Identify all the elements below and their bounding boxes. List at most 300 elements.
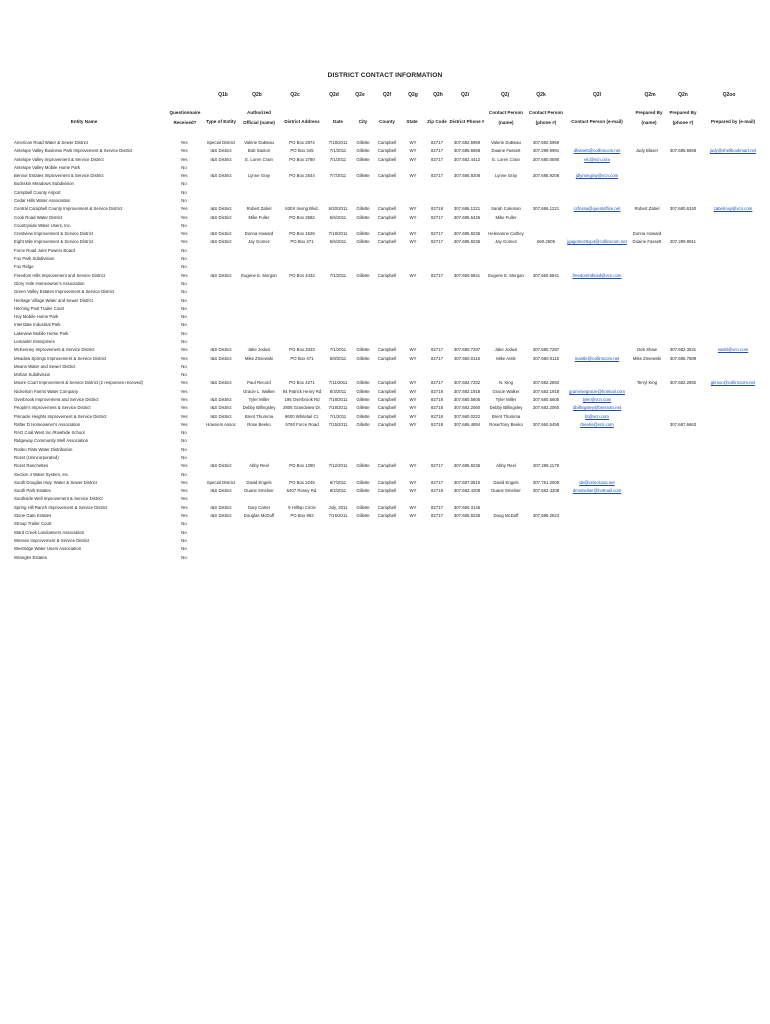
cell-pb: Judy Blaser bbox=[635, 148, 659, 154]
cell-t: I&S District bbox=[210, 396, 232, 402]
cell-d: 7/18/2011 bbox=[328, 405, 348, 411]
cell-e: Eight Mile Improvement & Service District bbox=[14, 239, 94, 245]
cell-t: I&S District bbox=[210, 347, 232, 353]
cell-p: 307.660.0116 bbox=[454, 355, 480, 361]
cell-c: Gillette bbox=[356, 173, 370, 179]
cell-e: Cedar Hills Water Association bbox=[14, 198, 71, 204]
column-header-contact-email: Contact Person (e-mail) bbox=[571, 119, 623, 124]
cell-cp: Jake Jodusi bbox=[494, 347, 518, 353]
cell-t: I&S District bbox=[210, 206, 232, 212]
cell-a: PO Box 4271 bbox=[289, 380, 315, 386]
cell-c: Gillette bbox=[356, 388, 370, 394]
cell-ce[interactable]: dmsmelser@hotmail.com bbox=[572, 488, 622, 494]
cell-o: Mike Zmiewski bbox=[244, 355, 274, 361]
cell-d: 7/12/2011 bbox=[328, 463, 348, 469]
cell-ce[interactable]: de@velocitusa.net bbox=[579, 479, 615, 485]
cell-cp: Helenanne Cathey bbox=[488, 231, 524, 237]
cell-cph: 307.689.2823 bbox=[532, 513, 560, 519]
cell-d: 6/30/2011 bbox=[328, 206, 348, 212]
cell-o: E. Loren Crain bbox=[245, 156, 273, 162]
cell-p: 307.660.6841 bbox=[453, 272, 481, 278]
cell-t: Howners Assoc bbox=[206, 421, 236, 427]
cell-o: Gracie L. Walker bbox=[243, 388, 275, 394]
cell-cph: 307.299.9991 bbox=[532, 148, 560, 154]
cell-co: Campbell bbox=[377, 148, 397, 154]
cell-cph: 307.680.0590 bbox=[532, 156, 560, 162]
cell-d: July, 2011 bbox=[328, 504, 348, 510]
cell-e: People's Improvement & Service District bbox=[14, 405, 91, 411]
cell-pbp: 307.687.6663 bbox=[669, 421, 697, 427]
cell-e: Heritage Village Water and Sewer District bbox=[14, 297, 93, 303]
cell-e: Fox Park Subdivision bbox=[14, 256, 55, 262]
cell-a: 2805 Grandview Dr. bbox=[283, 405, 321, 411]
cell-q: Yes bbox=[180, 380, 188, 386]
column-header-questionnaire: Questionnaire Received? bbox=[169, 110, 201, 125]
cell-e: Rodeo Flats Water Distribution bbox=[14, 446, 73, 452]
question-code: Q2b bbox=[252, 92, 262, 98]
cell-p: 307.682.2060 bbox=[453, 405, 481, 411]
cell-cp: Sarah Coleman bbox=[491, 206, 521, 212]
cell-e: Campbell County Airport bbox=[14, 189, 61, 195]
cell-o: Jay Gomez bbox=[248, 239, 270, 245]
cell-a: PO Box 1290 bbox=[289, 463, 315, 469]
cell-cp: Jay Gomez bbox=[495, 239, 517, 245]
cell-q: No bbox=[181, 430, 187, 436]
cell-z: 82718 bbox=[431, 405, 443, 411]
cell-s: WY bbox=[409, 413, 417, 419]
question-code: Q2f bbox=[382, 92, 392, 98]
cell-a: PO Box 2245 bbox=[289, 479, 315, 485]
cell-q: Yes bbox=[180, 347, 188, 353]
question-code: Q2m bbox=[644, 92, 656, 98]
cell-e: Ridgeway Community Well Association bbox=[14, 438, 89, 444]
column-header-address: District Address bbox=[284, 119, 320, 124]
cell-c: Gillette bbox=[356, 405, 370, 411]
cell-pbp: 307.686.7589 bbox=[669, 355, 697, 361]
cell-e: Interstate Industrial Park bbox=[14, 322, 61, 328]
cell-d: 7/18/2011 bbox=[328, 396, 348, 402]
cell-e: Overbrook Improvement and Service District bbox=[14, 396, 99, 402]
cell-d: 7/1/2011 bbox=[329, 272, 347, 278]
column-header-prep-email: Prepared by (e-mail) bbox=[710, 119, 756, 124]
cell-p: 307.686.4894 bbox=[453, 421, 481, 427]
cell-e: Force Road Joint Powers Board bbox=[14, 247, 75, 253]
cell-pbp: 307.299.9911 bbox=[670, 239, 696, 245]
cell-a: PO Box 4432 bbox=[289, 272, 315, 278]
cell-q: No bbox=[181, 471, 187, 477]
cell-co: Campbell bbox=[377, 479, 397, 485]
cell-cp: Lynne Gray bbox=[494, 173, 518, 179]
cell-s: WY bbox=[409, 140, 417, 145]
cell-d: 7/1/2011 bbox=[329, 156, 347, 162]
cell-q: Yes bbox=[180, 504, 188, 510]
column-header-prep: Prepared By (name) bbox=[635, 110, 663, 125]
cell-co: Campbell bbox=[377, 463, 397, 469]
cell-cp: Mike Fuller bbox=[495, 214, 517, 220]
cell-a: 195 Overbrook Rd bbox=[284, 396, 320, 402]
cell-e: Antelope Valley Improvement & Service District bbox=[14, 156, 104, 162]
cell-cph: 307.682.4208 bbox=[532, 488, 560, 494]
cell-z: 82717 bbox=[431, 504, 443, 510]
cell-t: I&S District bbox=[210, 513, 232, 519]
cell-c: Gillette bbox=[356, 206, 370, 212]
cell-p: 307.685.8235 bbox=[453, 513, 481, 519]
cell-s: WY bbox=[409, 355, 417, 361]
cell-z: 82717 bbox=[431, 513, 443, 519]
cell-a: PO Box 1626 bbox=[289, 231, 315, 237]
cell-z: 82717 bbox=[431, 239, 443, 245]
cell-cp: Doug McDuff bbox=[493, 513, 519, 519]
cell-q: Yes bbox=[180, 355, 188, 361]
cell-d: 7/7/2011 bbox=[329, 173, 347, 179]
cell-cp: Debby Billingsley bbox=[489, 405, 523, 411]
cell-e: Hitching Post Trailer Court bbox=[14, 305, 65, 311]
cell-e: Stone Gate Estates bbox=[14, 513, 52, 519]
cell-d: 8/2/2011 bbox=[329, 488, 347, 494]
cell-cp: Brent Thumma bbox=[491, 413, 521, 419]
cell-co: Campbell bbox=[377, 231, 397, 237]
cell-a: PO Box 345 bbox=[290, 148, 314, 154]
cell-q: Yes bbox=[180, 272, 188, 278]
cell-s: WY bbox=[409, 405, 417, 411]
cell-a: 9 Hilltop Circle bbox=[288, 504, 316, 510]
cell-e: Rozet Ranchettes bbox=[14, 463, 49, 469]
cell-c: Gillette bbox=[356, 355, 370, 361]
cell-ce[interactable]: dfassett@collinscom.net bbox=[573, 148, 621, 154]
cell-c: Gillette bbox=[356, 413, 370, 419]
cell-z: 82718 bbox=[431, 488, 443, 494]
cell-d: 7/1/2011 bbox=[329, 148, 347, 154]
cell-o: Donna Howard bbox=[244, 231, 274, 237]
cell-z: 82717 bbox=[431, 272, 443, 278]
cell-co: Campbell bbox=[377, 239, 397, 245]
cell-a: PO Box 2780 bbox=[289, 156, 315, 162]
cell-e: Nickelson Farms Water Company bbox=[14, 388, 79, 394]
cell-cph: 307.680.5605 bbox=[532, 396, 560, 402]
cell-o: David Engels bbox=[246, 479, 272, 485]
cell-t: I&S District bbox=[210, 272, 232, 278]
cell-e: Buckskin Meadows Subdivision bbox=[14, 181, 74, 187]
cell-s: WY bbox=[409, 156, 417, 162]
cell-s: WY bbox=[409, 214, 417, 220]
cell-co: Campbell bbox=[377, 347, 397, 353]
cell-d: 8/3/2011 bbox=[329, 388, 347, 394]
cell-cph: 307.660.6841 bbox=[532, 272, 560, 278]
cell-t: Special District bbox=[206, 479, 236, 485]
cell-c: Gillette bbox=[356, 513, 370, 519]
cell-a: PO Box 2682 bbox=[289, 214, 315, 220]
cell-z: 82717 bbox=[431, 214, 443, 220]
cell-o: Jake Jodusi bbox=[247, 347, 271, 353]
cell-cp: Valerie DuBeau bbox=[491, 140, 521, 145]
cell-pbe[interactable]: gkmoc@collinscom.net bbox=[710, 380, 756, 386]
cell-s: WY bbox=[409, 396, 417, 402]
cell-t: I&S District bbox=[210, 173, 232, 179]
cell-e: Southside Well Improvement & Service District bbox=[14, 496, 103, 502]
cell-ce[interactable]: bt@vcn.com bbox=[585, 413, 609, 419]
cell-d: 7/1/2011 bbox=[329, 413, 347, 419]
cell-e: Freedom Hills Improvement and Service District bbox=[14, 272, 105, 278]
cell-co: Campbell bbox=[377, 140, 397, 145]
cell-co: Campbell bbox=[377, 380, 397, 386]
cell-ce[interactable]: dbillingsley@bresnan.net bbox=[572, 405, 622, 411]
cell-cph: 307.682.5959 bbox=[532, 140, 560, 145]
cell-ce[interactable]: ccfnssa@questoffice.net bbox=[573, 206, 621, 212]
cell-s: WY bbox=[409, 380, 417, 386]
cell-e: Rozet (Unincorporated) bbox=[14, 455, 59, 461]
cell-q: No bbox=[181, 372, 187, 378]
cell-z: 82717 bbox=[431, 148, 443, 154]
cell-e: South Douglas Hwy. Water & Sewer District bbox=[14, 479, 97, 485]
cell-q: Yes bbox=[180, 156, 188, 162]
cell-e: Pinnacle Heights Improvement & Service District bbox=[14, 413, 107, 419]
cell-q: No bbox=[181, 289, 187, 295]
cell-t: I&S District bbox=[210, 405, 232, 411]
cell-a: 630X Inving Blvd. bbox=[285, 206, 319, 212]
cell-q: No bbox=[181, 330, 187, 336]
cell-z: 82717 bbox=[431, 380, 443, 386]
cell-co: Campbell bbox=[377, 396, 397, 402]
column-header-phone: District Phone # bbox=[449, 119, 485, 124]
cell-co: Campbell bbox=[377, 214, 397, 220]
cell-e: Glory Hole Homeowner's Association bbox=[14, 280, 85, 286]
cell-q: No bbox=[181, 546, 187, 552]
cell-z: 82717 bbox=[431, 479, 443, 485]
cell-q: Yes bbox=[180, 173, 188, 179]
cell-pbe[interactable]: judy@shellbookmart.net bbox=[709, 148, 757, 154]
cell-pbp: 307.685.6568 bbox=[669, 148, 697, 154]
cell-pbp: 307.680.6340 bbox=[669, 206, 697, 212]
cell-q: No bbox=[181, 305, 187, 311]
cell-z: 82718 bbox=[431, 388, 443, 394]
cell-c: Gillette bbox=[356, 272, 370, 278]
cell-q: No bbox=[181, 529, 187, 535]
column-header-state: State bbox=[406, 119, 418, 124]
cell-e: Means Water and Sewer District bbox=[14, 363, 76, 369]
cell-s: WY bbox=[409, 148, 417, 154]
cell-co: Campbell bbox=[377, 272, 397, 278]
cell-d: 7/18/2011 bbox=[328, 140, 348, 145]
cell-cp: E. Loren Crain bbox=[492, 156, 520, 162]
cell-t: I&S District bbox=[210, 214, 232, 220]
cell-t: I&S District bbox=[210, 148, 232, 154]
cell-t: I&S District bbox=[210, 231, 232, 237]
cell-z: 82718 bbox=[431, 413, 443, 419]
cell-p: 307.685.8235 bbox=[453, 463, 481, 469]
cell-e: Moore Court Improvement & Service District (2 responses received) bbox=[14, 380, 143, 386]
cell-q: Yes bbox=[180, 513, 188, 519]
cell-q: Yes bbox=[180, 421, 188, 427]
cell-p: 307.682.5959 bbox=[453, 140, 481, 145]
cell-q: Yes bbox=[180, 479, 188, 485]
column-header-city: City bbox=[358, 119, 368, 124]
cell-c: Gillette bbox=[356, 504, 370, 510]
cell-p: 307.682.1918 bbox=[453, 388, 481, 394]
cell-c: Gillette bbox=[356, 488, 370, 494]
cell-o: Bob Saxton bbox=[247, 148, 271, 154]
cell-ce[interactable]: tyler@vcn.com bbox=[582, 396, 612, 402]
cell-p: 307.660.0222 bbox=[453, 413, 481, 419]
cell-a: PO Box 2874 bbox=[289, 140, 315, 145]
cell-co: Campbell bbox=[377, 173, 397, 179]
cell-pb: Terryl King bbox=[636, 380, 658, 386]
cell-s: WY bbox=[409, 231, 417, 237]
cell-q: Yes bbox=[180, 488, 188, 494]
cell-e: Antelope Valley Business Park Improvement & Service District bbox=[14, 148, 133, 154]
cell-pbp: 307.682.3531 bbox=[669, 347, 697, 353]
cell-co: Campbell bbox=[377, 413, 397, 419]
cell-a: 8600 Whitetail Ct. bbox=[285, 413, 319, 419]
cell-c: Gillette bbox=[356, 479, 370, 485]
cell-o: Eugene E. Morgan bbox=[241, 272, 277, 278]
cell-d: 6/6/2011 bbox=[329, 214, 347, 220]
cell-ce[interactable]: freedomhillsisd@vcn.com bbox=[572, 272, 622, 278]
cell-z: 82717 bbox=[431, 231, 443, 237]
cell-co: Campbell bbox=[377, 405, 397, 411]
cell-z: 82717 bbox=[431, 156, 443, 162]
cell-e: Fox Ridge bbox=[14, 264, 34, 270]
cell-p: 307.685.8235 bbox=[453, 239, 481, 245]
cell-pb: Duaine Fassett bbox=[632, 239, 662, 245]
cell-e: Crestview Improvement & Service District bbox=[14, 231, 94, 237]
cell-a: PO Box 471 bbox=[290, 355, 314, 361]
cell-c: Gillette bbox=[356, 239, 370, 245]
column-header-zip: Zip Code bbox=[427, 119, 447, 124]
cell-e: Antelope Valley Mobile Home Park bbox=[14, 164, 81, 170]
cell-q: No bbox=[181, 164, 187, 170]
cell-z: 82718 bbox=[431, 206, 443, 212]
cell-a: 5407 Rosey Rd. bbox=[286, 488, 318, 494]
cell-ce[interactable]: grammiegracie@hotmail.com bbox=[569, 388, 625, 394]
cell-p: 307.682.4208 bbox=[453, 488, 481, 494]
cell-o: Duane Smelser bbox=[244, 488, 274, 494]
cell-o: Rose Beeko bbox=[247, 421, 271, 427]
question-code: Q2k bbox=[536, 92, 546, 98]
cell-e: Bennor Estates Improvement & Service District bbox=[14, 173, 104, 179]
cell-cph: 660.2605 bbox=[537, 239, 555, 245]
cell-s: WY bbox=[409, 347, 417, 353]
question-code: Q2oo bbox=[722, 92, 736, 98]
column-header-official: Authorized Official (name) bbox=[243, 110, 275, 125]
cell-q: Yes bbox=[180, 388, 188, 394]
cell-c: Gillette bbox=[356, 140, 370, 145]
cell-c: Gillette bbox=[356, 156, 370, 162]
cell-cph: 307.299.1179 bbox=[533, 463, 559, 469]
cell-t: I&S District bbox=[210, 488, 232, 494]
cell-q: No bbox=[181, 222, 187, 228]
cell-q: No bbox=[181, 446, 187, 452]
cell-p: 307.686.1221 bbox=[453, 206, 481, 212]
cell-e: Ward Creek Landowners Association bbox=[14, 529, 85, 535]
cell-ce[interactable]: jdlynnegray@vcn.com bbox=[575, 173, 619, 179]
cell-cp: N. King bbox=[498, 380, 514, 386]
cell-cph: 307.660.0116 bbox=[533, 355, 559, 361]
cell-q: No bbox=[181, 297, 187, 303]
cell-q: Yes bbox=[180, 231, 188, 237]
cell-q: No bbox=[181, 189, 187, 195]
cell-pbp: 307.682.2892 bbox=[669, 380, 697, 386]
question-code: Q2d bbox=[329, 92, 339, 98]
cell-e: Section 4 Water System, Inc. bbox=[14, 471, 70, 477]
cell-e: Central Campbell County Improvement & Service District bbox=[14, 206, 123, 212]
question-code: Q2n bbox=[678, 92, 688, 98]
question-code: Q2h bbox=[433, 92, 443, 98]
cell-cp: Duaine Fassett bbox=[491, 148, 521, 154]
cell-co: Campbell bbox=[377, 504, 397, 510]
cell-z: 82718 bbox=[431, 421, 443, 427]
cell-p: 307.687.0610 bbox=[453, 479, 481, 485]
cell-s: WY bbox=[409, 463, 417, 469]
cell-a: 5780 Force Road bbox=[285, 421, 319, 427]
question-code: Q2g bbox=[408, 92, 418, 98]
cell-co: Campbell bbox=[377, 388, 397, 394]
cell-pbe[interactable]: zabelroxy@vcn.com bbox=[713, 206, 753, 212]
cell-cph: 307.685.9206 bbox=[532, 173, 560, 179]
cell-q: Yes bbox=[180, 214, 188, 220]
column-header-date: Date bbox=[333, 119, 343, 124]
cell-co: Campbell bbox=[377, 355, 397, 361]
cell-d: 6/8/2011 bbox=[329, 355, 347, 361]
cell-ce[interactable]: mantle@collinscom.net bbox=[574, 355, 620, 361]
cell-e: Hoy Mobile Home Park bbox=[14, 314, 59, 320]
cell-t: I&S District bbox=[210, 239, 232, 245]
cell-cph: 307.680.7297 bbox=[532, 347, 560, 353]
cell-d: 7/18/2011 bbox=[328, 231, 348, 237]
cell-q: No bbox=[181, 438, 187, 444]
column-header-contact: Contact Person (name) bbox=[489, 110, 523, 125]
cell-e: Wessex Improvement & Service District bbox=[14, 537, 90, 543]
cell-q: Yes bbox=[180, 405, 188, 411]
cell-s: WY bbox=[409, 206, 417, 212]
cell-ce[interactable]: jgagomez6xp4@collinscom.net bbox=[567, 239, 627, 245]
cell-e: South Park Estates bbox=[14, 488, 51, 494]
cell-ce[interactable]: rbeeko@vcn.com bbox=[580, 421, 614, 427]
cell-s: WY bbox=[409, 388, 417, 394]
cell-o: Robert Zabel bbox=[246, 206, 272, 212]
cell-p: 307.685.8235 bbox=[453, 231, 481, 237]
cell-q: No bbox=[181, 247, 187, 253]
cell-ce[interactable]: elc@vcn.com bbox=[584, 156, 610, 162]
cell-e: Meadow Springs Improvement & Service District bbox=[14, 355, 107, 361]
question-code: Q2e bbox=[355, 92, 365, 98]
cell-c: Gillette bbox=[356, 396, 370, 402]
cell-pb: Mike Zmiewski bbox=[632, 355, 662, 361]
cell-cph: 307.682.2892 bbox=[532, 380, 560, 386]
cell-t: I&S District bbox=[210, 156, 232, 162]
cell-cph: 307.686.1221 bbox=[532, 206, 560, 212]
cell-c: Gillette bbox=[356, 347, 370, 353]
cell-cph: 307.682.2060 bbox=[532, 405, 560, 411]
cell-cp: Gracie Walker bbox=[492, 388, 520, 394]
cell-q: Yes bbox=[180, 463, 188, 469]
cell-t: I&S District bbox=[210, 355, 232, 361]
column-header-county: County bbox=[379, 119, 395, 124]
cell-c: Gillette bbox=[356, 421, 370, 427]
cell-o: Valerie DuBeau bbox=[244, 140, 274, 145]
cell-cp: Abby Reel bbox=[496, 463, 516, 469]
cell-d: 6/6/2011 bbox=[329, 239, 347, 245]
cell-d: 7/15/2011 bbox=[328, 421, 348, 427]
cell-c: Gillette bbox=[356, 214, 370, 220]
cell-e: McKenney Improvement & Service District bbox=[14, 347, 95, 353]
cell-a: PO Box 992 bbox=[290, 513, 314, 519]
cell-o: Gary Carter bbox=[247, 504, 271, 510]
cell-pbe[interactable]: sasbl@vcn.com bbox=[717, 347, 749, 353]
cell-p: 307.682.4412 bbox=[453, 156, 481, 162]
cell-p: 307.685.6568 bbox=[453, 148, 481, 154]
cell-cph: 307.751.2009 bbox=[532, 479, 560, 485]
cell-z: 82717 bbox=[431, 463, 443, 469]
